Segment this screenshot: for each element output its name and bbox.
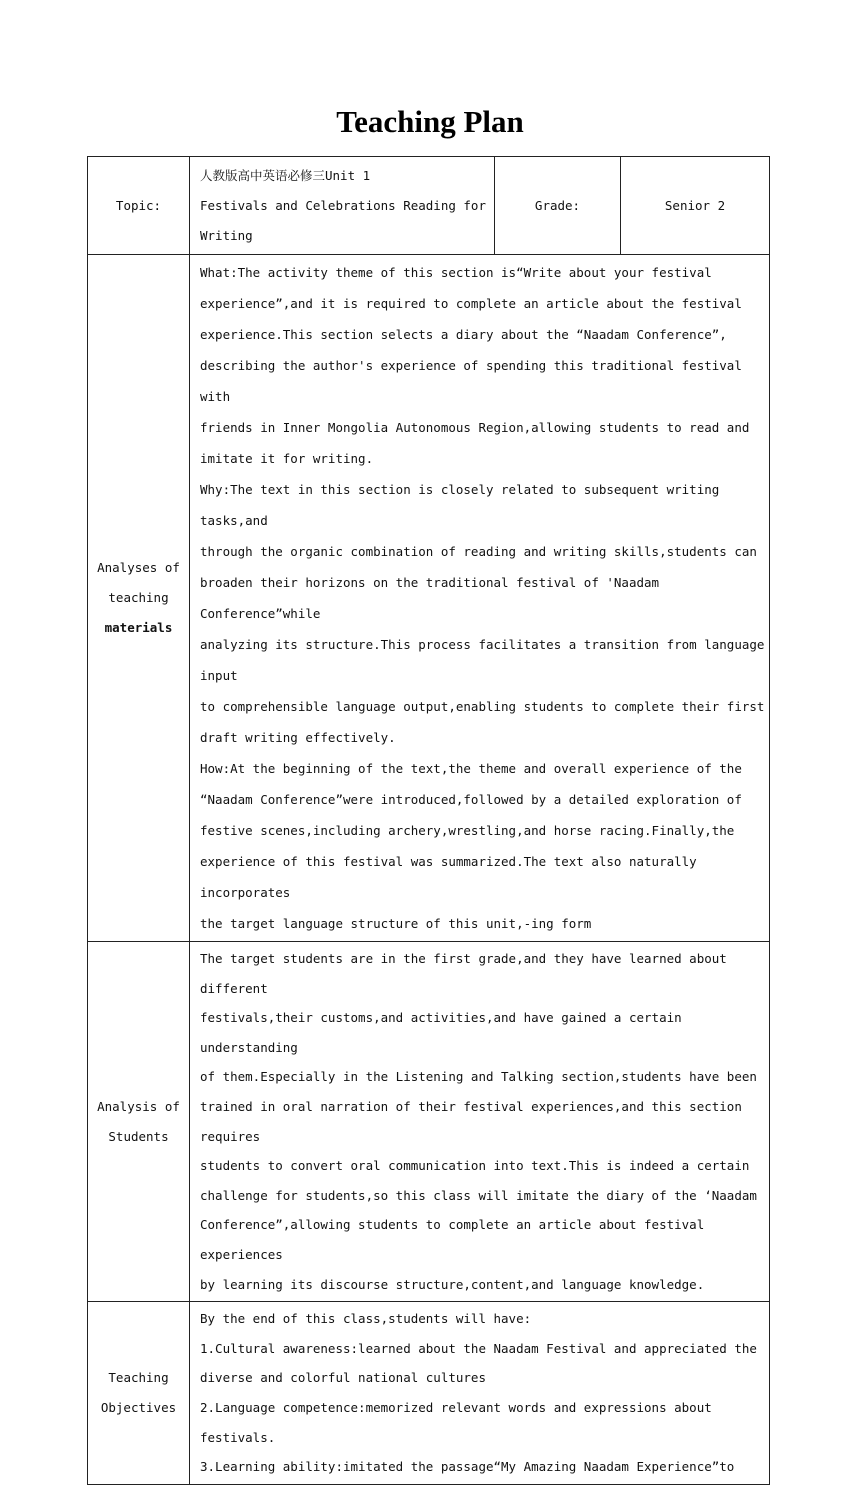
content-line: trained in oral narration of their festival experiences,and this section requires bbox=[200, 1098, 742, 1144]
materials-label bbox=[88, 255, 190, 942]
objectives-row bbox=[88, 1302, 770, 1485]
content-line: 3.Learning ability:imitated the passage“My Amazing Naadam Experience”to bbox=[200, 1459, 735, 1475]
content-line: What:The activity theme of this section is“Write about your festival bbox=[200, 265, 712, 280]
content-line: draft writing effectively. bbox=[200, 730, 396, 745]
content-line: Conference”,allowing students to complete an article about festival experiences bbox=[200, 1217, 705, 1262]
content-line: by learning its discourse structure,content,and language knowledge. bbox=[200, 1276, 705, 1292]
topic-label: Topic: bbox=[88, 157, 190, 255]
label-line: Analyses of bbox=[97, 560, 180, 575]
label-line: Teaching bbox=[108, 1369, 169, 1385]
objectives-content bbox=[190, 1302, 770, 1485]
label-line: materials bbox=[104, 620, 173, 635]
content-line: challenge for students,so this class will imitate the diary of the ‘Naadam bbox=[200, 1187, 757, 1203]
topic-line: 人教版高中英语必修三Unit 1 bbox=[200, 167, 371, 183]
materials-row bbox=[88, 255, 770, 942]
materials-content bbox=[190, 255, 770, 942]
grade-value: Senior 2 bbox=[621, 157, 770, 255]
students-content bbox=[190, 942, 770, 1302]
content-line: diverse and colorful national cultures bbox=[200, 1370, 486, 1386]
content-line: to comprehensible language output,enabling students to complete their first bbox=[200, 699, 765, 714]
content-line: The target students are in the first grade,and they have learned about different bbox=[200, 951, 727, 996]
document-title: Teaching Plan bbox=[336, 104, 524, 139]
content-line: festivals. bbox=[200, 1429, 276, 1445]
label-line: Objectives bbox=[100, 1399, 177, 1415]
content-line: describing the author's experience of spending this traditional festival with bbox=[200, 358, 742, 404]
content-line: 1.Cultural awareness:learned about the Naadam Festival and appreciated the bbox=[200, 1340, 757, 1356]
content-line: experience”,and it is required to complete an article about the festival bbox=[200, 296, 742, 311]
topic-line: Festivals and Celebrations Reading for bbox=[200, 197, 486, 213]
content-line: Why:The text in this section is closely related to subsequent writing tasks,and bbox=[200, 482, 720, 528]
content-line: through the organic combination of reading and writing skills,students can bbox=[200, 544, 757, 559]
content-line: analyzing its structure.This process facilitates a transition from language input bbox=[200, 637, 765, 683]
content-line: broaden their horizons on the traditional festival of 'Naadam Conference”while bbox=[200, 575, 660, 621]
content-line: festivals,their customs,and activities,and have gained a certain understanding bbox=[200, 1010, 682, 1055]
content-line: festive scenes,including archery,wrestling,and horse racing.Finally,the bbox=[200, 823, 735, 838]
label-line: Students bbox=[108, 1128, 169, 1144]
content-line: of them.Especially in the Listening and Talking section,students have been bbox=[200, 1069, 757, 1085]
content-line: experience.This section selects a diary about the “Naadam Conference”, bbox=[200, 327, 727, 342]
content-line: How:At the beginning of the text,the theme and overall experience of the bbox=[200, 761, 742, 776]
students-row bbox=[88, 942, 770, 1302]
topic-line: Writing bbox=[200, 227, 253, 243]
label-line: teaching bbox=[108, 590, 169, 605]
label-line: Analysis of bbox=[97, 1098, 180, 1114]
content-line: By the end of this class,students will have: bbox=[200, 1311, 532, 1327]
teaching-plan-table bbox=[87, 156, 770, 1485]
content-line: the target language structure of this unit,-ing form bbox=[200, 916, 592, 931]
content-line: friends in Inner Mongolia Autonomous Region,allowing students to read and bbox=[200, 420, 750, 435]
students-label bbox=[88, 942, 190, 1302]
content-line: students to convert oral communication into text.This is indeed a certain bbox=[200, 1158, 750, 1174]
content-line: 2.Language competence:memorized relevant words and expressions about bbox=[200, 1399, 712, 1415]
topic-value bbox=[190, 157, 495, 255]
grade-label: Grade: bbox=[495, 157, 621, 255]
content-line: “Naadam Conference”were introduced,followed by a detailed exploration of bbox=[200, 792, 742, 807]
content-line: experience of this festival was summarized.The text also naturally incorporates bbox=[200, 854, 697, 900]
topic-row bbox=[88, 157, 770, 255]
objectives-label bbox=[88, 1302, 190, 1485]
content-line: imitate it for writing. bbox=[200, 451, 374, 466]
